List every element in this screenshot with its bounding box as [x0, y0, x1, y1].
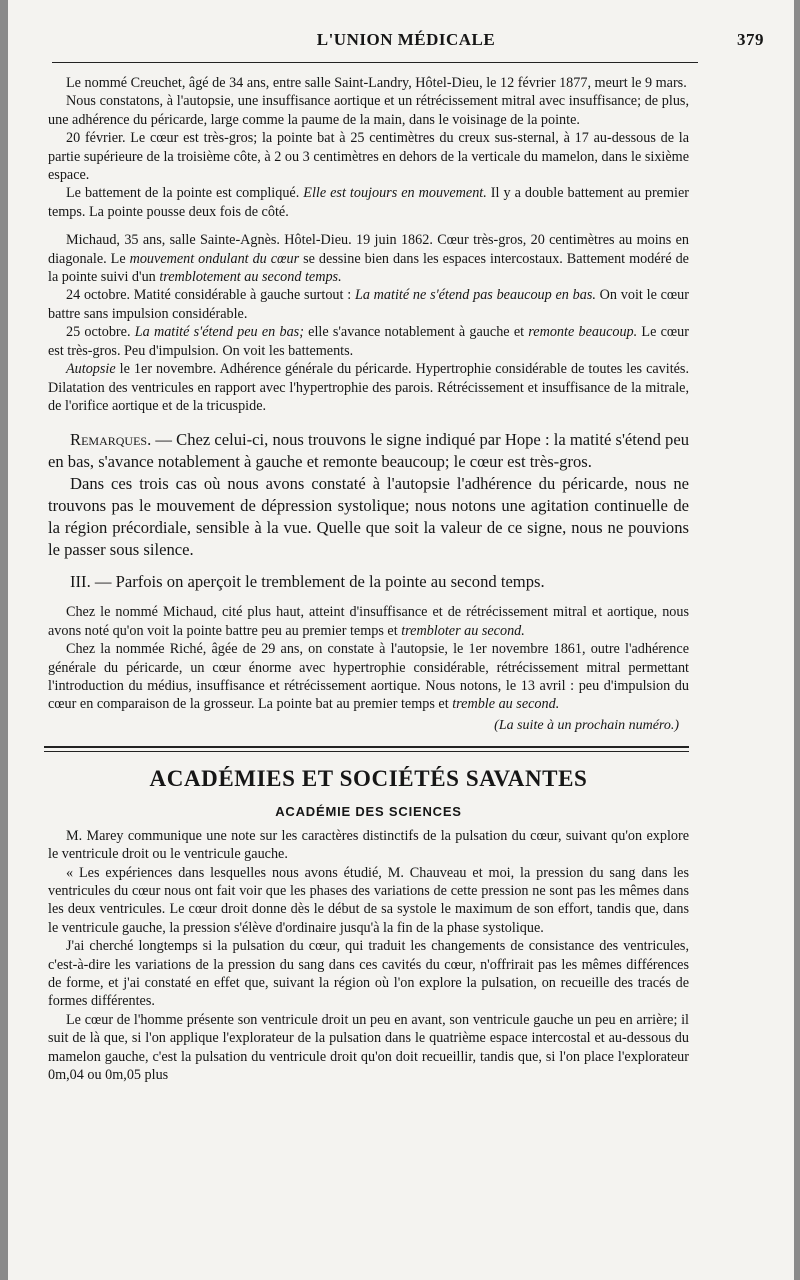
obs-michaud-oct25: 25 octobre. La matité s'étend peu en bas; elle s'avance notablement à gauche et remonte beaucoup. Le cœur est très-gros. Peu d'impulsion. On voit les battements. — [48, 324, 689, 359]
obs-michaud-autopsy: Autopsie le 1er novembre. Adhérence générale du péricarde. Hypertrophie considérable de toutes les cavités. Dilatation des ventricules en rapport avec l'hypertrophie des parois. Rétrécissement et insuffisance de la mitrale, de l'orifice aortique et de la tricuspide. — [48, 361, 689, 414]
section-divider — [44, 746, 689, 752]
obs-creuchet-beat: Le battement de la pointe est compliqué. Elle est toujours en mouvement. Il y a double battement au premier temps. La pointe pousse deux fois de côté. — [48, 185, 689, 220]
obs-michaud-oct24: 24 octobre. Matité considérable à gauche surtout : La matité ne s'étend pas beaucoup en bas. On voit le cœur battre sans impulsion considérable. — [48, 287, 689, 322]
remarks-paragraph: Remarques. — Chez celui-ci, nous trouvons le signe indiqué par Hope : la matité s'étend peu en bas, s'avance notablement à gauche et remonte beaucoup; le cœur est très-gros. — [48, 430, 689, 472]
section-iii-heading: III. — Parfois on aperçoit le tremblement de la pointe au second temps. — [70, 572, 545, 592]
academy-intro: M. Marey communique une note sur les caractères distinctifs de la pulsation du cœur, suivant qu'on explore le ventricule droit ou le ventricule gauche. — [48, 827, 689, 863]
header-rule — [52, 62, 698, 63]
obs-michaud-intro: Michaud, 35 ans, salle Sainte-Agnès. Hôtel-Dieu. 19 juin 1862. Cœur très-gros, 20 centimètres au moins en diagonale. Le mouvement ondulant du cœur se dessine bien dans les espaces intercostaux. Battement modéré de la pointe suivi d'un tremblotement au second temps. — [48, 232, 689, 286]
article-body — [48, 74, 689, 1084]
obs-creuchet-feb20: 20 février. Le cœur est très-gros; la pointe bat à 25 centimètres du creux sus-sternal, à 17 au-dessous de la partie supérieure de la troisième côte, à 2 ou 3 centimètres en dehors de la verticale du mamelon, dans le sixième espace. — [48, 130, 689, 184]
academy-quote-3: Le cœur de l'homme présente son ventricule droit un peu en avant, son ventricule gauche un peu en arrière; il suit de là que, si l'on applique l'explorateur de la pulsation dans le quatrième espace intercostal et au-dessous du mamelon gauche, c'est la pulsation du ventricule droit qu'on doit recueillir, tandis que, si l'on place l'explorateur 0m,04 ou 0m,05 plus — [48, 1011, 689, 1084]
remarks-conclusion: Dans ces trois cas où nous avons constaté à l'autopsie l'adhérence du péricarde, nous ne trouvons pas le mouvement de dépression systolique; nous notons une agitation continuelle de la région précordiale, sensible à la vue. Quelle que soit la valeur de ce signe, nous ne pouvions le passer sous silence. — [48, 474, 689, 560]
obs-creuchet-autopsy: Nous constatons, à l'autopsie, une insuffisance aortique et un rétrécissement mitral avec insuffisance; de plus, une adhérence du péricarde, large comme la paume de la main, dans le voisinage de la pointe. — [48, 93, 689, 128]
journal-title: L'UNION MÉDICALE — [316, 30, 496, 49]
academy-quote-1: « Les expériences dans lesquelles nous avons étudié, M. Chauveau et moi, la pression du sang dans les ventricules du cœur nous ont fait voir que les phases des variations de cette pression ne sont pas les mêmes dans les deux ventricules. Le cœur droit donne dès le début de sa systole le maximum de son effort, tandis que, dans le ventricule gauche, la pression s'élève d'ordinaire jusqu'à la fin de la phase systolique. — [48, 864, 689, 936]
page-number: 379 — [737, 30, 764, 49]
section-subtitle: ACADÉMIE DES SCIENCES — [275, 803, 462, 819]
section-title: ACADÉMIES ET SOCIÉTÉS SAVANTES — [149, 765, 588, 791]
running-header — [48, 30, 764, 60]
obs-michaud-second: Chez le nommé Michaud, cité plus haut, atteint d'insuffisance et de rétrécissement mitral et aortique, nous avons noté qu'on voit la pointe battre peu au premier temps et trembloter au second. — [48, 604, 689, 639]
academy-quote-2: J'ai cherché longtemps si la pulsation du cœur, qui traduit les changements de consistance des ventricules, c'est-à-dire les variations de la pression du sang dans ces cavités du cœur, n'offrirait pas les mêmes différences de forme, et j'ai constaté en effet que, suivant la région où l'on explore la pulsation, on recueille des tracés de formes différentes. — [48, 938, 689, 1010]
obs-riche: Chez la nommée Riché, âgée de 29 ans, on constate à l'autopsie, le 1er novembre 1861, outre l'adhérence générale du péricarde, un cœur énorme avec hypertrophie considérable, rétrécissement mitral permettant l'introduction du médius, insuffisance et rétrécissement aortique. Nous notons, le 13 avril : peu d'impulsion du cœur en comparaison de la grosseur. La pointe bat au premier temps et tremble au second. — [48, 641, 689, 713]
journal-page — [8, 0, 794, 1280]
obs-creuchet-intro: Le nommé Creuchet, âgé de 34 ans, entre salle Saint-Landry, Hôtel-Dieu, le 12 février 1877, meurt le 9 mars. — [66, 75, 687, 91]
continued-note: (La suite à un prochain numéro.) — [494, 717, 679, 733]
